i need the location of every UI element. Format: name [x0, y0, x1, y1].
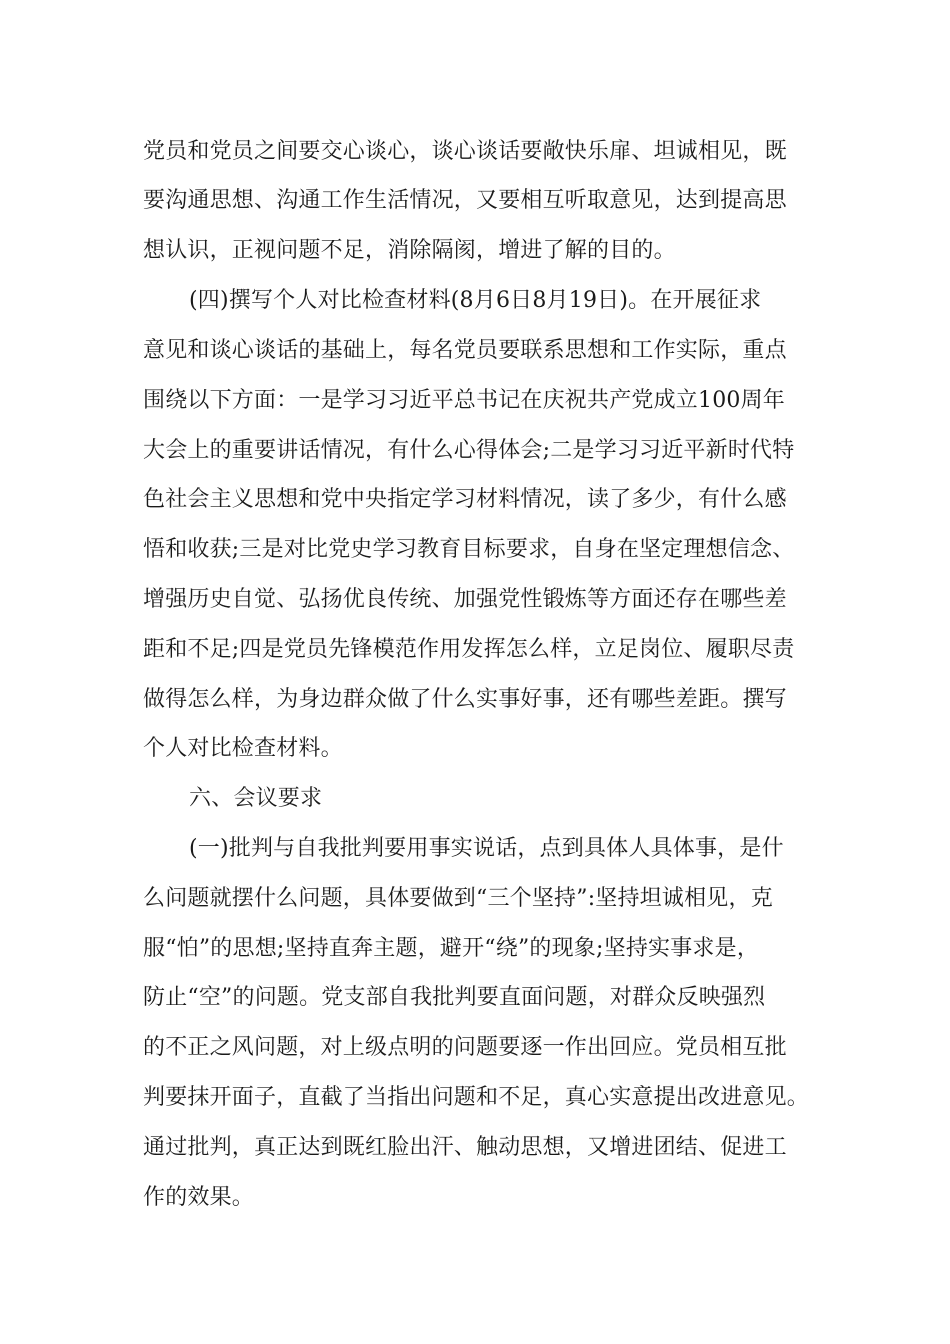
paragraph-line: 作的效果。: [143, 1185, 255, 1210]
paragraph-line: (一)批判与自我批判要用事实说话，点到具体人具体事，是什: [189, 836, 784, 861]
paragraph-line: 判要抹开面子，直截了当指出问题和不足，真心实意提出改进意见。: [143, 1085, 810, 1110]
paragraph-line: 么问题就摆什么问题，具体要做到“三个坚持”:坚持坦诚相见，克: [143, 886, 773, 911]
paragraph-line: 意见和谈心谈话的基础上，每名党员要联系思想和工作实际，重点: [143, 338, 787, 363]
paragraph-line: 防止“空”的问题。党支部自我批判要直面问题，对群众反映强烈: [143, 985, 766, 1010]
paragraph-line: 服“怕”的思想;坚持直奔主题，避开“绕”的现象;坚持实事求是，: [143, 936, 760, 961]
paragraph-line: 增强历史自觉、弘扬优良传统、加强党性锻炼等方面还存在哪些差: [143, 587, 787, 612]
paragraph-line: 悟和收获;三是对比党史学习教育目标要求，自身在坚定理想信念、: [143, 537, 795, 562]
paragraph-line: 色社会主义思想和党中央指定学习材料情况，读了多少，有什么感: [143, 487, 787, 512]
paragraph-line: 围绕以下方面：一是学习习近平总书记在庆祝共产党成立100周年: [143, 388, 785, 413]
paragraph-line: 距和不足;四是党员先锋模范作用发挥怎么样，立足岗位、履职尽责: [143, 637, 795, 662]
paragraph-line: 大会上的重要讲话情况，有什么心得体会;二是学习习近平新时代特: [143, 438, 795, 463]
paragraph-line: 做得怎么样，为身边群众做了什么实事好事，还有哪些差距。撰写: [143, 687, 787, 712]
paragraph-line: 的不正之风问题，对上级点明的问题要逐一作出回应。党员相互批: [143, 1035, 787, 1060]
paragraph-line: (四)撰写个人对比检查材料(8月6日8月19日)。在开展征求: [189, 288, 762, 313]
paragraph-line: 个人对比检查材料。: [143, 736, 343, 761]
paragraph-line: 通过批判，真正达到既红脸出汗、触动思想，又增进团结、促进工: [143, 1135, 787, 1160]
paragraph-line: 党员和党员之间要交心谈心，谈心谈话要敞快乐扉、坦诚相见，既: [143, 139, 787, 164]
paragraph-line: 要沟通思想、沟通工作生活情况，又要相互听取意见，达到提高思: [143, 188, 787, 213]
section-heading: 六、会议要求: [189, 786, 323, 811]
paragraph-line: 想认识，正视问题不足，消除隔阂，增进了解的目的。: [143, 238, 676, 263]
